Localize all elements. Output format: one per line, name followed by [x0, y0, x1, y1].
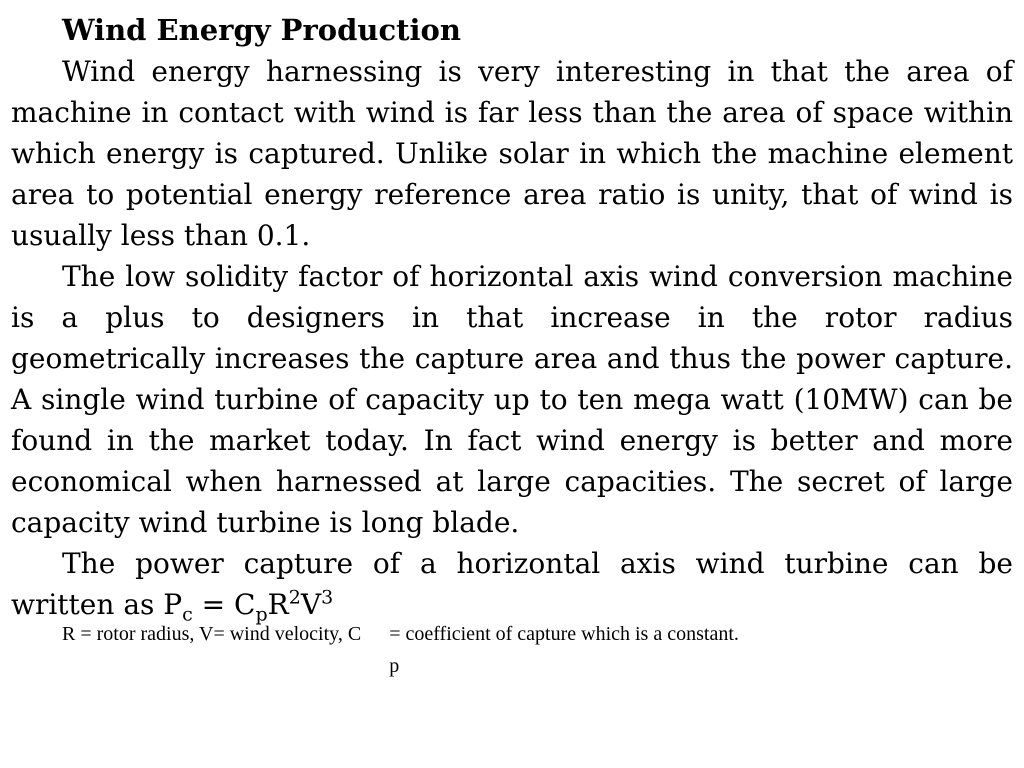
- formula-p-symbol: P: [163, 588, 183, 621]
- note-cp-subscript: p: [389, 655, 400, 677]
- formula-r-exponent: 2: [288, 586, 301, 609]
- paragraph-solidity-factor: The low solidity factor of horizontal axis wind conversion machine is a plus to designers in that increase in the rotor radius geometrically increases the capture area and thus the power capture. A single wind turbine of capacity up to ten mega watt (10MW) can be found in the market today. In fact wind energy is better and more economical when harnessed at large capacities. The secret of large capacity wind turbine is long blade.: [11, 260, 1013, 539]
- paragraph-power-capture: [11, 543, 1013, 625]
- document-title: Wind Energy Production: [62, 13, 461, 47]
- formula-variable-note: [62, 622, 1013, 677]
- formula-r-symbol: R: [267, 588, 289, 621]
- note-definitions-text: R = rotor radius, V= wind velocity, C: [62, 623, 362, 645]
- power-capture-formula: [163, 586, 334, 626]
- formula-c-symbol: C: [234, 588, 256, 621]
- formula-intro-text: The power capture of a horizontal axis wind turbine can be written as: [11, 547, 1013, 621]
- paragraph-wind-harnessing: Wind energy harnessing is very interesting in that the area of machine in contact with wind is far less than the area of space within which energy is captured. Unlike solar in which the machine element area to potential energy reference area ratio is unity, that of wind is usually less than 0.1.: [11, 55, 1013, 252]
- formula-v-symbol: V: [300, 588, 322, 621]
- formula-v-exponent: 3: [321, 586, 334, 609]
- document-page: [11, 10, 1013, 677]
- formula-c-subscript: p: [255, 603, 268, 626]
- formula-equals-sign: =: [192, 588, 235, 621]
- formula-p-subscript: c: [182, 603, 193, 626]
- note-cp-definition: = coefficient of capture which is a constant.: [389, 623, 739, 645]
